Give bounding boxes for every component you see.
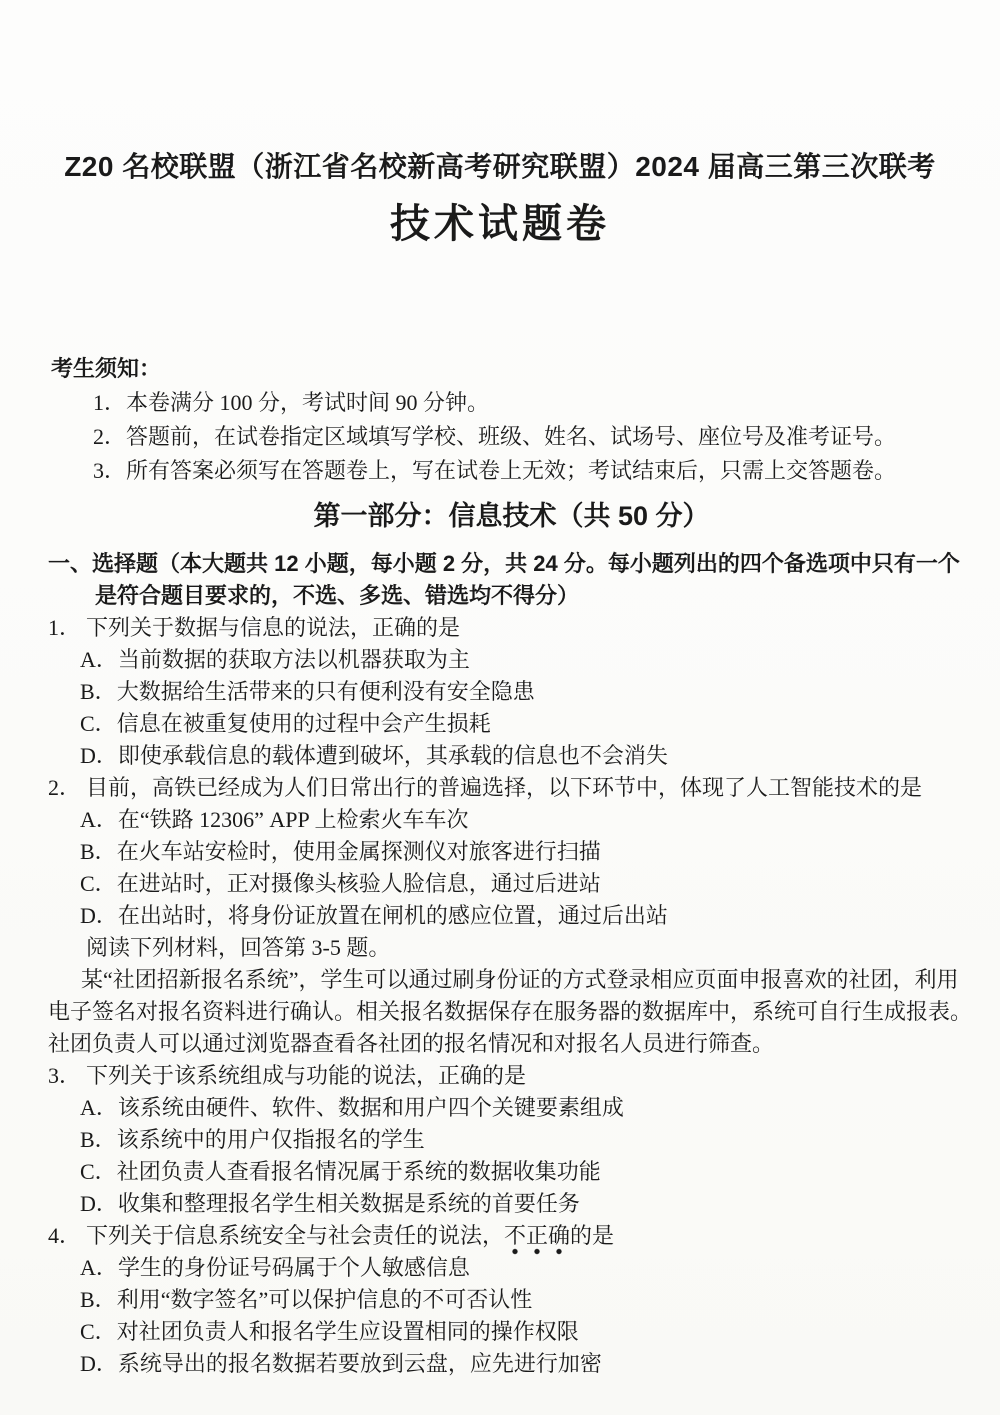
- reading-note: 阅读下列材料，回答第 3-5 题。: [86, 935, 391, 960]
- option-label: A．: [80, 1095, 118, 1120]
- option-label: A．: [80, 807, 118, 832]
- option-label: D．: [80, 743, 118, 768]
- question-1-stem-row: [48, 612, 975, 644]
- exam-title: Z20 名校联盟（浙江省名校新高考研究联盟）2024 届高三第三次联考: [64, 151, 936, 182]
- section-instruction: [48, 548, 975, 612]
- option-row: [80, 708, 975, 740]
- option-text: 该系统中的用户仅指报名的学生: [116, 1127, 425, 1152]
- option-text: 利用“数字签名”可以保护信息的不可否认性: [116, 1287, 533, 1312]
- question-number: 1．: [48, 615, 82, 640]
- option-text: 信息在被重复使用的过程中会产生损耗: [116, 711, 491, 736]
- option-label: A．: [80, 1255, 118, 1280]
- option-label: D．: [80, 903, 118, 928]
- option-row: [80, 1188, 975, 1220]
- question-1: [48, 612, 975, 772]
- option-text: 学生的身份证号码属于个人敏感信息: [117, 1255, 470, 1280]
- option-label: B．: [80, 839, 117, 864]
- option-label: D．: [80, 1351, 118, 1376]
- notice-item-1: 1．本卷满分 100 分，考试时间 90 分钟。: [93, 390, 490, 415]
- option-text: 系统导出的报名数据若要放到云盘，应先进行加密: [117, 1351, 602, 1376]
- option-row: [80, 1156, 975, 1188]
- option-row: [80, 804, 975, 836]
- option-text: 在火车站安检时，使用金属探测仪对旅客进行扫描: [116, 839, 601, 864]
- option-row: [80, 900, 975, 932]
- option-text: 在出站时，将身份证放置在闸机的感应位置，通过后出站: [117, 903, 668, 928]
- instruction-lead: 一、选择题: [48, 551, 159, 576]
- option-text: 即使承载信息的载体遭到破坏，其承载的信息也不会消失: [117, 743, 668, 768]
- questions-area: [48, 612, 975, 1380]
- question-2: [48, 772, 975, 932]
- option-text: 社团负责人查看报名情况属于系统的数据收集功能: [116, 1159, 601, 1184]
- option-row: [80, 676, 975, 708]
- option-text: 大数据给生活带来的只有便利没有安全隐患: [116, 679, 535, 704]
- question-stem: 下列关于数据与信息的说法，正确的是: [86, 615, 461, 640]
- option-text: 对社团负责人和报名学生应设置相同的操作权限: [116, 1319, 579, 1344]
- option-text: 当前数据的获取方法以机器获取为主: [117, 647, 470, 672]
- option-row: [80, 1252, 975, 1284]
- part-heading: 第一部分：信息技术（共 50 分）: [313, 501, 710, 531]
- question-stem: [86, 1220, 975, 1252]
- option-text: 该系统由硬件、软件、数据和用户四个关键要素组成: [117, 1095, 624, 1120]
- option-label: A．: [80, 647, 118, 672]
- option-text: 收集和整理报名学生相关数据是系统的首要任务: [117, 1191, 580, 1216]
- option-label: C．: [80, 711, 117, 736]
- option-label: C．: [80, 1159, 117, 1184]
- option-text: 在进站时，正对摄像头核验人脸信息，通过后进站: [116, 871, 601, 896]
- question-stem: 目前，高铁已经成为人们日常出行的普遍选择，以下环节中，体现了人工智能技术的是: [86, 775, 923, 800]
- notice-item-3: 3．所有答案必须写在答题卷上，写在试卷上无效；考试结束后，只需上交答题卷。: [93, 458, 897, 483]
- option-row: [80, 644, 975, 676]
- question-stem-post: 的是: [570, 1223, 615, 1248]
- option-row: [80, 1124, 975, 1156]
- question-3: [48, 1060, 975, 1220]
- question-4: [48, 1220, 975, 1380]
- option-text: 在“铁路 12306” APP 上检索火车车次: [117, 807, 469, 832]
- candidate-notice: [48, 352, 975, 488]
- option-row: [80, 1092, 975, 1124]
- question-stem: 下列关于该系统组成与功能的说法，正确的是: [86, 1063, 527, 1088]
- option-row: [80, 1284, 975, 1316]
- question-number: 3．: [48, 1063, 82, 1088]
- instruction-body: （本大题共 12 小题，每小题 2 分，共 24 分。每小题列出的四个备选项中只有一个是符合题目要求的，不选、多选、错选均不得分）: [95, 551, 960, 608]
- question-3-stem-row: [48, 1060, 975, 1092]
- question-4-stem-row: [48, 1220, 975, 1252]
- option-label: B．: [80, 1127, 117, 1152]
- material-paragraph: 某“社团招新报名系统”，学生可以通过刷身份证的方式登录相应页面申报喜欢的社团，利用电子签名对报名资料进行确认。相关报名数据保存在服务器的数据库中，系统可自行生成报表。社团负责人可以通过浏览器查看各社团的报名情况和对报名人员进行筛查。: [48, 967, 973, 1056]
- notice-item-2: 2．答题前，在试卷指定区域填写学校、班级、姓名、试场号、座位号及准考证号。: [93, 424, 897, 449]
- question-number: 4．: [48, 1223, 82, 1248]
- question-number: 2．: [48, 775, 82, 800]
- question-stem-pre: 下列关于信息系统安全与社会责任的说法，: [86, 1223, 505, 1248]
- option-row: [80, 836, 975, 868]
- exam-subtitle: 技术试题卷: [390, 202, 610, 246]
- option-label: B．: [80, 679, 117, 704]
- option-label: D．: [80, 1191, 118, 1216]
- page-content: [0, 352, 1000, 1380]
- option-row: [80, 740, 975, 772]
- option-label: B．: [80, 1287, 117, 1312]
- notice-heading: 考生须知：: [51, 356, 162, 381]
- question-2-stem-row: [48, 772, 975, 804]
- option-label: C．: [80, 871, 117, 896]
- option-row: [80, 1316, 975, 1348]
- question-stem-emphasis: 不正确: [504, 1223, 570, 1255]
- option-row: [80, 868, 975, 900]
- option-label: C．: [80, 1319, 117, 1344]
- option-row: [80, 1348, 975, 1380]
